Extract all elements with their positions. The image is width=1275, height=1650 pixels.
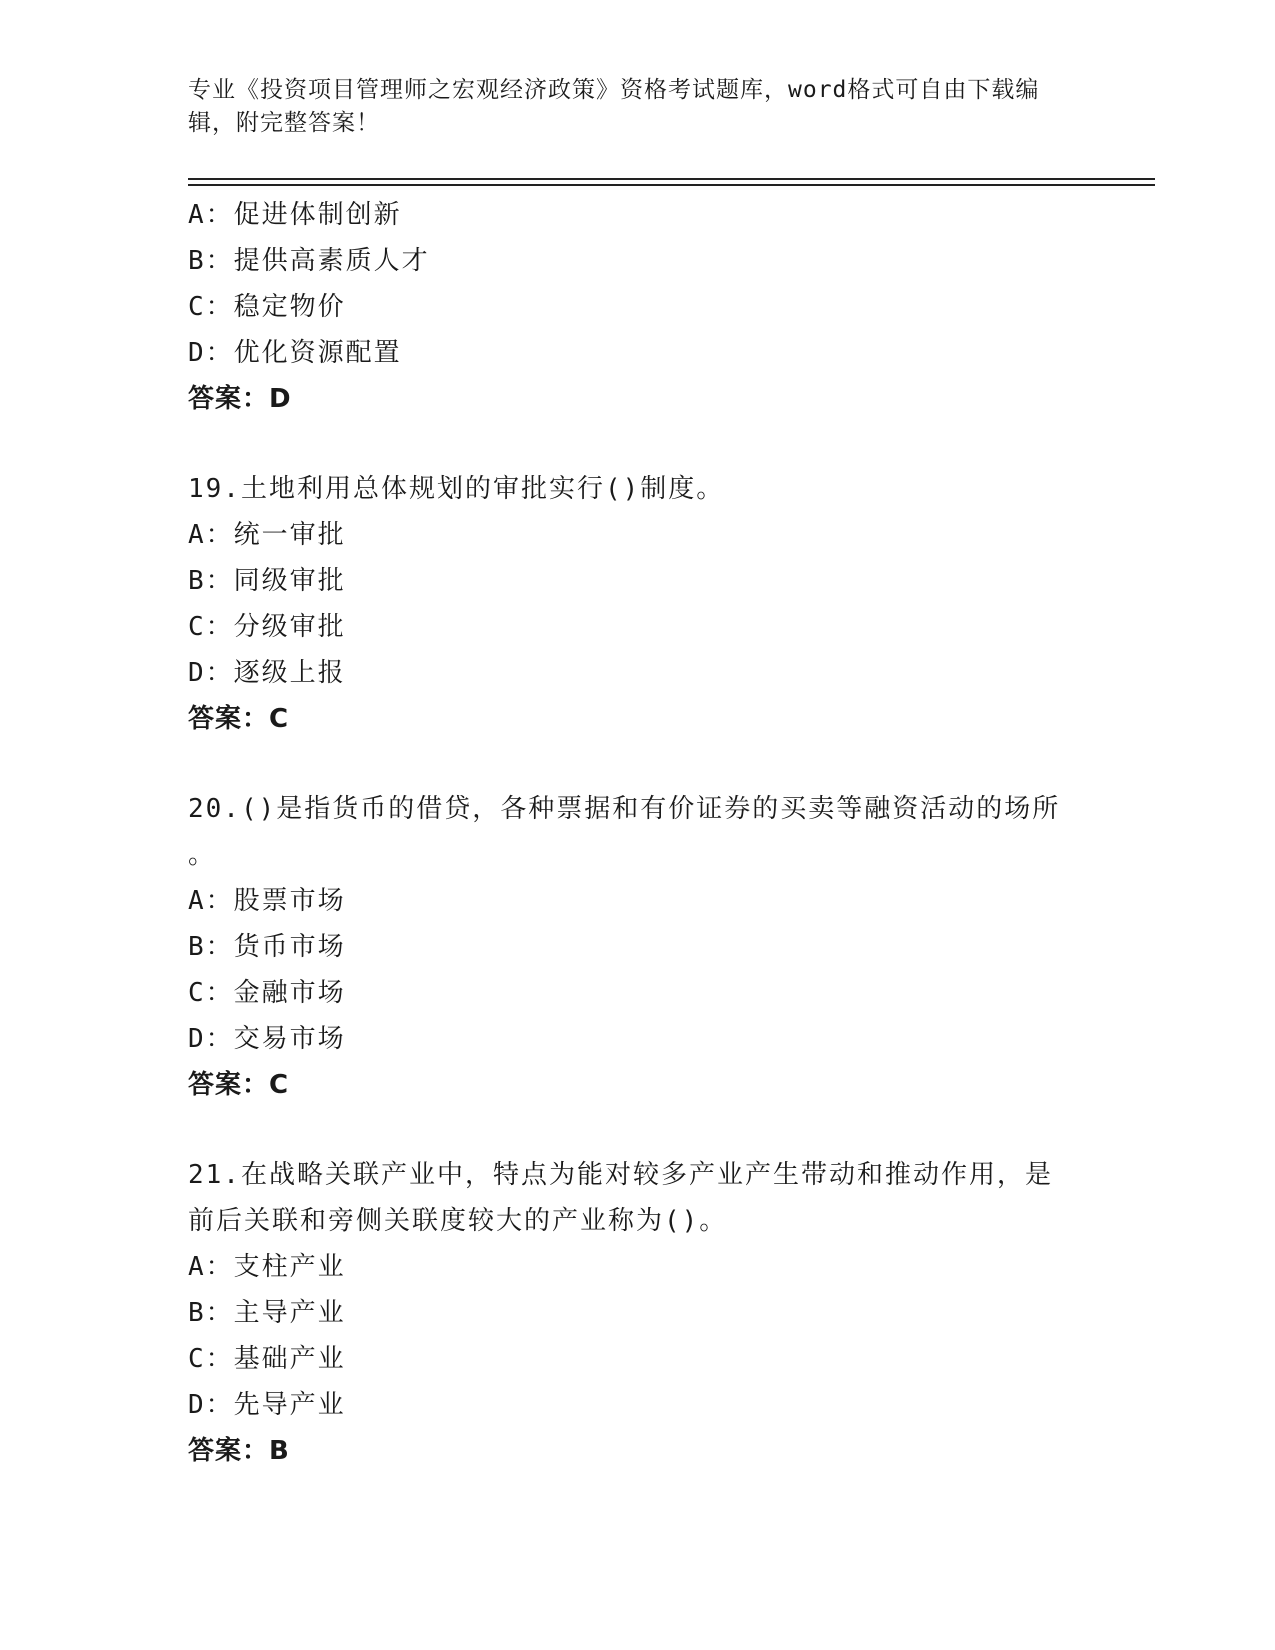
- answer-line: 答案：B: [188, 1436, 290, 1466]
- header-line-1: 专业《投资项目管理师之宏观经济政策》资格考试题库，word格式可自由下载编: [188, 77, 1040, 103]
- option-b: B：主导产业: [188, 1298, 346, 1328]
- question-list: [188, 192, 1088, 1474]
- document-header: [188, 74, 1088, 140]
- option-a: A：股票市场: [188, 886, 346, 916]
- answer-line: 答案：D: [188, 384, 292, 414]
- option-c: C：分级审批: [188, 612, 346, 642]
- option-c: C：稳定物价: [188, 292, 346, 322]
- option-a: A：支柱产业: [188, 1252, 346, 1282]
- option-d: D：优化资源配置: [188, 338, 402, 368]
- question-stem: 19.土地利用总体规划的审批实行()制度。: [188, 474, 725, 504]
- option-a: A：促进体制创新: [188, 200, 402, 230]
- option-c: C：基础产业: [188, 1344, 346, 1374]
- answer-line: 答案：C: [188, 704, 290, 734]
- question-stem: 20.()是指货币的借贷，各种票据和有价证券的买卖等融资活动的场所: [188, 794, 1061, 824]
- header-divider-top: [188, 178, 1155, 180]
- option-d: D：交易市场: [188, 1024, 346, 1054]
- header-divider-bottom: [188, 184, 1155, 186]
- option-b: B：提供高素质人才: [188, 246, 430, 276]
- question-stem-continued: 。: [188, 840, 217, 870]
- question-stem: 21.在战略关联产业中，特点为能对较多产业产生带动和推动作用，是: [188, 1160, 1053, 1190]
- question-19: [188, 466, 1088, 742]
- option-b: B：货币市场: [188, 932, 346, 962]
- question-stem-continued: 前后关联和旁侧关联度较大的产业称为()。: [188, 1206, 728, 1236]
- question-20: [188, 786, 1088, 1108]
- option-b: B：同级审批: [188, 566, 346, 596]
- option-a: A：统一审批: [188, 520, 346, 550]
- header-line-2: 辑，附完整答案！: [188, 110, 380, 136]
- option-d: D：逐级上报: [188, 658, 346, 688]
- question-18-continued: [188, 192, 1088, 422]
- answer-line: 答案：C: [188, 1070, 290, 1100]
- option-c: C：金融市场: [188, 978, 346, 1008]
- question-21: [188, 1152, 1088, 1474]
- option-d: D：先导产业: [188, 1390, 346, 1420]
